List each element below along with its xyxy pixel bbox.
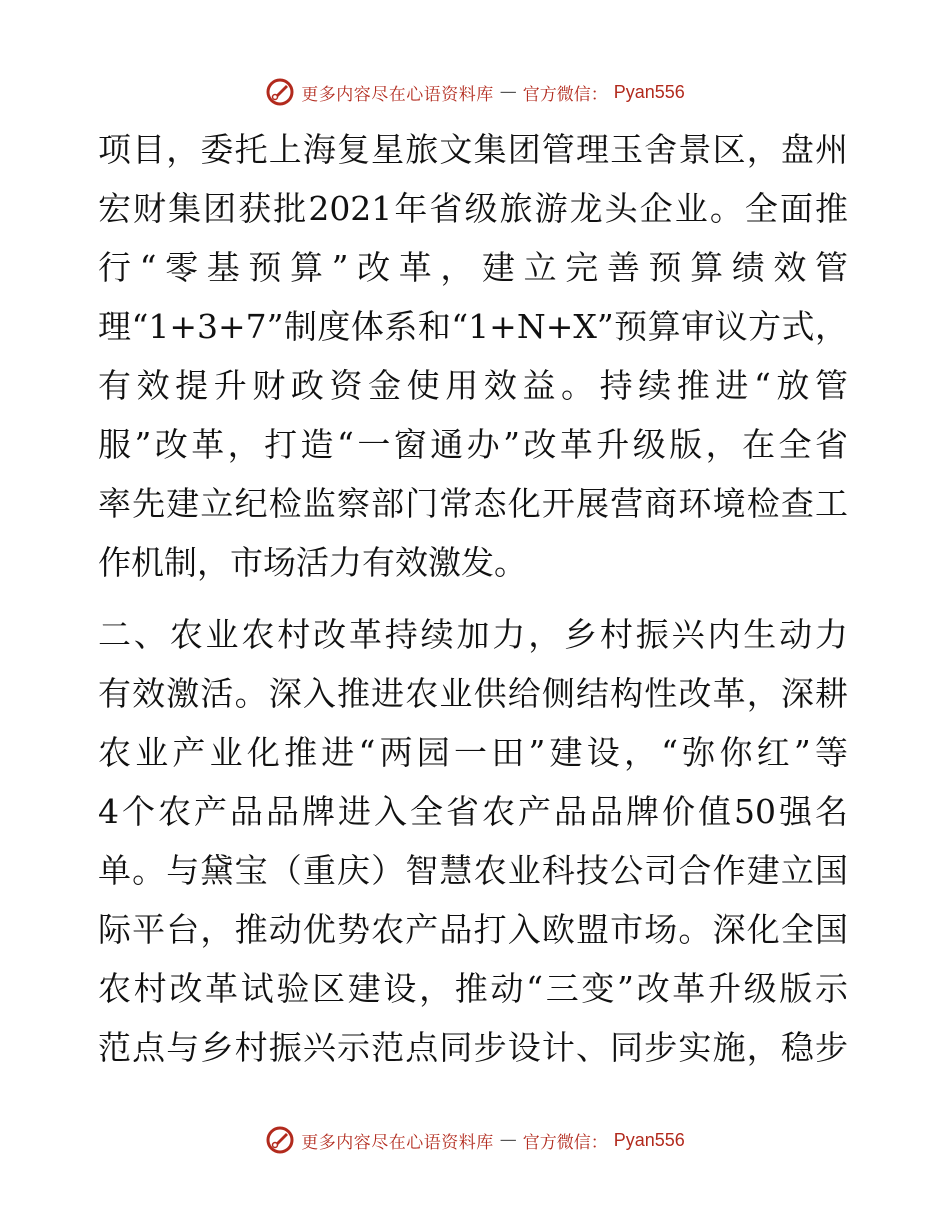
text-line: 理“1+3+7”制度体系和“1+N+X”预算审议方式， [98,307,848,346]
text-line: 单。与黛宝（重庆）智慧农业科技公司合作建立国 [98,851,848,890]
text-line: 行“零基预算”改革，建立完善预算绩效管 [98,248,848,287]
text-line: 范点与乡村振兴示范点同步设计、同步实施，稳步 [98,1028,848,1067]
banner-title: 更多内容尽在心语资料库 [301,1132,494,1153]
text-line: 农村改革试验区建设，推动“三变”改革升级版示 [98,969,848,1008]
document-body [98,120,848,1077]
text-line: 有效激活。深入推进农业供给侧结构性改革，深耕 [98,674,848,713]
section-heading-line: 二、农业农村改革持续加力，乡村振兴内生动力 [98,615,848,654]
text-line: 有效提升财政资金使用效益。持续推进“放管 [98,366,848,405]
banner-wechat-id: Pyan556 [613,1129,685,1150]
footer-banner [0,1120,950,1160]
paragraph-2 [98,605,848,1077]
text-line: 作机制，市场活力有效激发。 [98,543,527,582]
text-line: 项目，委托上海复星旅文集团管理玉舍景区，盘州 [98,130,848,169]
paragraph-1 [98,120,848,592]
text-line: 率先建立纪检监察部门常态化开展营商环境检查工 [98,484,848,523]
banner-wechat-label: 官方微信： [522,1132,608,1153]
banner-title: 更多内容尽在心语资料库 [301,84,494,105]
text-line: 宏财集团获批2021年省级旅游龙头企业。全面推 [98,189,848,228]
text-line: 际平台，推动优势农产品打入欧盟市场。深化全国 [98,910,848,949]
logo-icon [265,77,295,107]
banner-wechat-label: 官方微信： [522,84,608,105]
logo-icon [265,1125,295,1155]
banner-separator: — [499,1130,517,1150]
text-line: 农业产业化推进“两园一田”建设，“弥你红”等 [98,733,848,772]
text-line: 服”改革，打造“一窗通办”改革升级版，在全省 [98,425,848,464]
paragraph-gap [98,592,848,605]
header-banner [0,72,950,112]
text-line: 4个农产品品牌进入全省农产品品牌价值50强名 [98,792,848,831]
banner-wechat-id: Pyan556 [613,81,685,102]
banner-separator: — [499,82,517,102]
